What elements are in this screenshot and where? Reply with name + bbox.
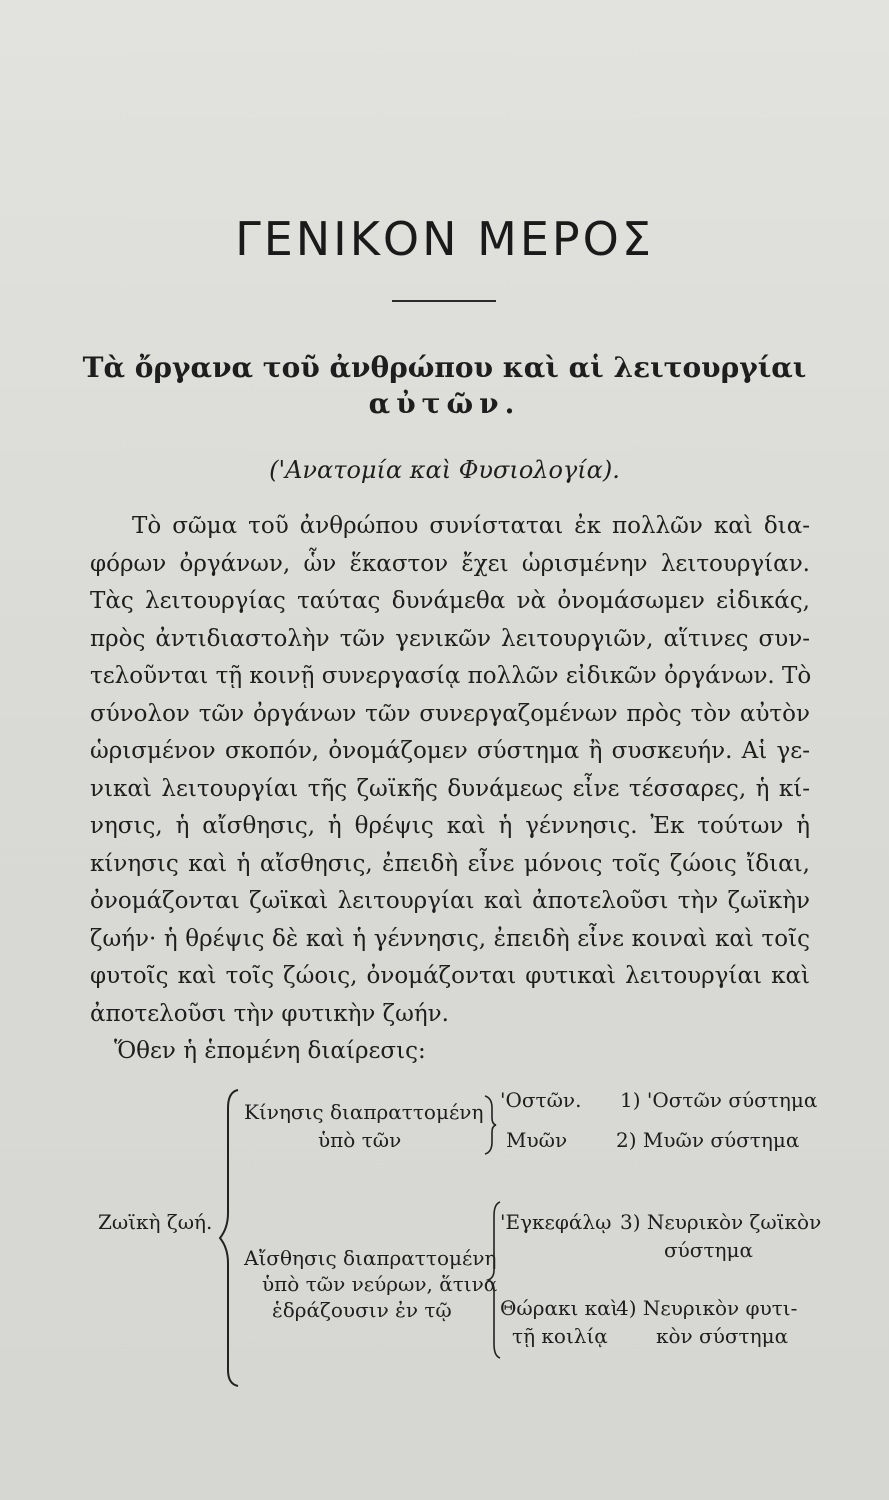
system-3-line-1: 3) Νευρικὸν ζωϊκὸν (620, 1210, 822, 1234)
muscles-label: Μυῶν (506, 1128, 568, 1152)
thorax-line-2: τῇ κοιλίᾳ (512, 1324, 608, 1348)
section-label: ('Ανατομία καὶ Φυσιολογία). (269, 456, 620, 484)
body-line: Τὸ σῶμα τοῦ ἀνθρώπου συνίσταται ἐκ πολλῶν καὶ δια- (132, 513, 810, 539)
body-line: ὡρισμένον σκοπόν, ὀνομάζομεν σύστημα ἢ συσκευήν. Αἱ γε- (90, 738, 810, 764)
body-line: σύνολον τῶν ὀργάνων τῶν συνεργαζομένων πρὸς τὸν αὐτὸν (90, 700, 810, 727)
body-line: ζωήν· ἡ θρέψις δὲ καὶ ἡ γέννησις, ἐπειδὴ εἶνε κοιναὶ καὶ τοῖς (90, 925, 810, 952)
subtitle-line-1: Τὰ ὄργανα τοῦ ἀνθρώπου καὶ αἱ λειτουργίαι (82, 351, 807, 384)
body-line: τελοῦνται τῇ κοινῇ συνεργασίᾳ πολλῶν εἰδικῶν ὀργάνων. Τὸ (90, 663, 812, 689)
body-line: κίνησις καὶ ἡ αἴσθησις, ἐπειδὴ εἶνε μόνοις τοῖς ζώοις ἴδιαι, (90, 850, 810, 877)
chapter-title: ΓΕΝΙΚΟΝ ΜΕΡΟΣ (235, 212, 654, 266)
body-line: νικαὶ λειτουργίαι τῆς ζωϊκῆς δυνάμεως εἶνε τέσσαρες, ἡ κί- (90, 775, 810, 802)
motion-line-2: ὑπὸ τῶν (318, 1128, 402, 1152)
subtitle-line-2: αὐτῶν. (368, 387, 521, 420)
body-line: ἀποτελοῦσι τὴν φυτικὴν ζωήν. (90, 1000, 449, 1027)
body-line: πρὸς ἀντιδιαστολὴν τῶν γενικῶν λειτουργιῶν, αἵτινες συν- (90, 625, 810, 652)
sense-line-3: ἑδράζουσιν ἐν τῷ (272, 1298, 452, 1322)
bones-label: 'Οστῶν. (500, 1088, 582, 1112)
body-line: φόρων ὀργάνων, ὧν ἕκαστον ἔχει ὡρισμένην λειτουργίαν. (90, 550, 810, 577)
system-3-line-2: σύστημα (664, 1238, 754, 1262)
root-brace (218, 1088, 242, 1388)
body-line: Ὅθεν ἡ ἑπομένη διαίρεσις: (114, 1038, 426, 1064)
system-1: 1) 'Οστῶν σύστημα (620, 1088, 818, 1112)
system-4-line-1: 4) Νευρικὸν φυτι- (616, 1296, 798, 1320)
system-2: 2) Μυῶν σύστημα (616, 1128, 800, 1152)
sense-line-1: Αἴσθησις διαπραττομένη (244, 1246, 497, 1270)
body-line: ὀνομάζονται ζωϊκαὶ λειτουργίαι καὶ ἀποτελοῦσι τὴν ζωϊκὴν (90, 888, 810, 914)
brain-label: 'Εγκεφάλῳ (500, 1210, 612, 1234)
motion-brace (482, 1094, 498, 1156)
body-line: Τὰς λειτουργίας ταύτας δυνάμεθα νὰ ὀνομάσωμεν εἰδικάς, (90, 588, 810, 614)
sense-line-2: ὑπὸ τῶν νεύρων, ἅτινα (262, 1272, 498, 1296)
root-label: Ζωϊκὴ ζωή. (98, 1210, 213, 1234)
thorax-line-1: Θώρακι καὶ (500, 1296, 619, 1320)
body-line: φυτοῖς καὶ τοῖς ζώοις, ὀνομάζονται φυτικαὶ λειτουργίαι καὶ (90, 963, 810, 989)
system-4-line-2: κὸν σύστημα (656, 1324, 789, 1348)
motion-line-1: Κίνησις διαπραττομένη (244, 1100, 484, 1124)
body-line: νησις, ἡ αἴσθησις, ἡ θρέψις καὶ ἡ γέννησις. Ἐκ τούτων ἡ (90, 813, 810, 839)
